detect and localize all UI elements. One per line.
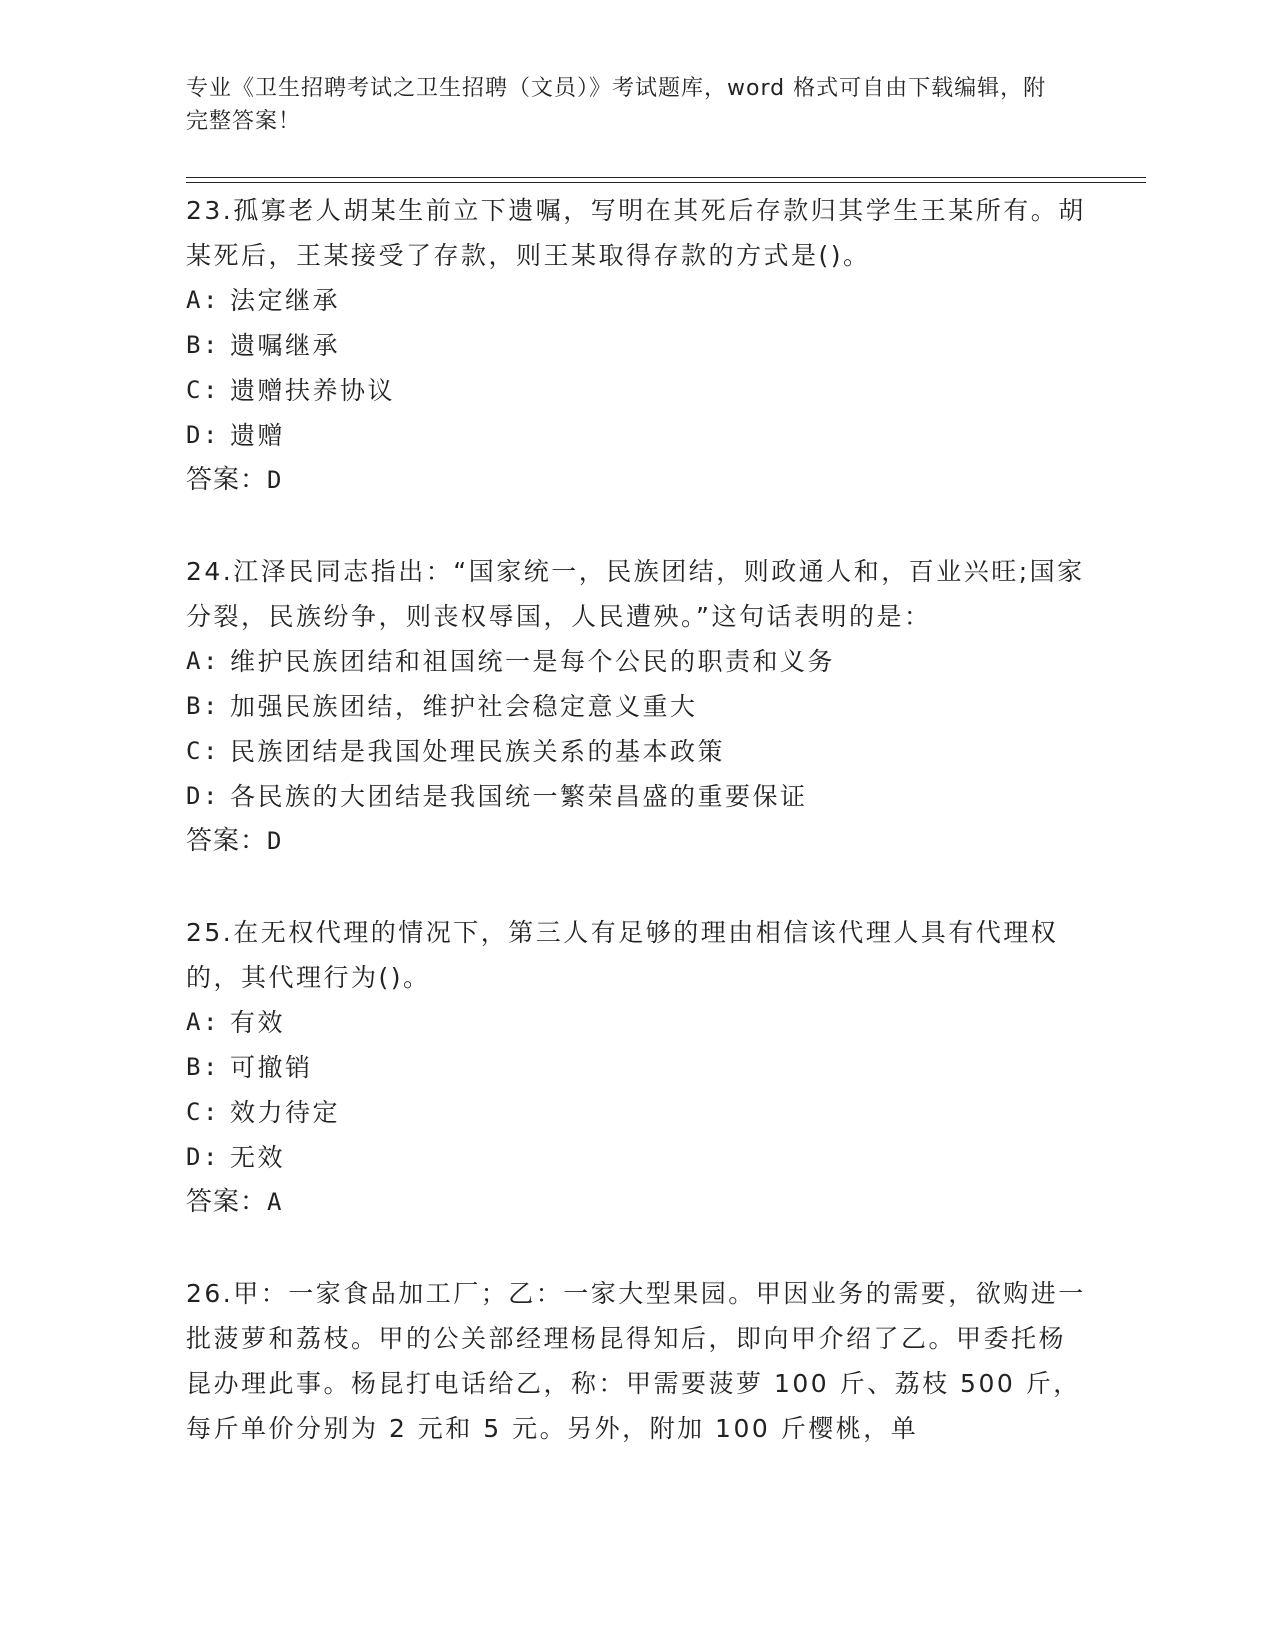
option-text: 法定继承 [230,286,341,315]
option-c [186,368,1086,413]
question-23 [186,188,1086,503]
option-text: 有效 [230,1008,286,1037]
answer-line [186,819,1086,864]
option-text: 维护民族团结和祖国统一是每个公民的职责和义务 [230,647,836,676]
option-text: 加强民族团结，维护社会稳定意义重大 [230,692,698,721]
option-d [186,1135,1086,1180]
option-letter: A: [186,286,220,314]
header-rule-bottom [186,182,1146,183]
option-c [186,1090,1086,1135]
question-25 [186,910,1086,1225]
option-letter: D: [186,421,220,449]
answer-label: 答案： [186,465,268,495]
answer-label: 答案： [186,1187,268,1217]
option-c [186,729,1086,774]
question-26 [186,1271,1086,1451]
option-d [186,413,1086,458]
question-stem: 25.在无权代理的情况下，第三人有足够的理由相信该代理人具有代理权的，其代理行为()。 [186,918,1059,992]
answer-value: D [267,827,283,855]
option-b [186,1045,1086,1090]
question-stem: 23.孤寡老人胡某生前立下遗嘱，写明在其死后存款归其学生王某所有。胡某死后，王某接受了存款，则王某取得存款的方式是()。 [186,196,1086,270]
question-24 [186,549,1086,864]
option-text: 各民族的大团结是我国统一繁荣昌盛的重要保证 [230,782,808,811]
option-a [186,639,1086,684]
option-letter: C: [186,376,220,404]
answer-label: 答案： [186,826,268,856]
option-letter: D: [186,1143,220,1171]
answer-line [186,1180,1086,1225]
question-stem: 24.江泽民同志指出：“国家统一，民族团结，则政通人和，百业兴旺;国家分裂，民族纷争，则丧权辱国，人民遭殃。”这句话表明的是： [186,557,1085,631]
header-rule-top [186,177,1146,178]
option-text: 效力待定 [230,1098,341,1127]
option-text: 遗赠扶养协议 [230,376,396,405]
option-text: 无效 [230,1143,286,1172]
option-d [186,774,1086,819]
option-text: 遗赠 [230,421,286,450]
option-text: 遗嘱继承 [230,331,341,360]
question-list [186,188,1086,1497]
option-letter: B: [186,1053,220,1081]
option-letter: B: [186,692,220,720]
option-a [186,1000,1086,1045]
document-header: 专业《卫生招聘考试之卫生招聘（文员）》考试题库，word 格式可自由下载编辑，附完整答案！ [186,76,1047,134]
option-text: 民族团结是我国处理民族关系的基本政策 [230,737,726,766]
option-letter: A: [186,647,220,675]
option-letter: C: [186,737,220,765]
option-b [186,684,1086,729]
answer-value: D [267,466,283,494]
option-letter: D: [186,782,220,810]
option-a [186,278,1086,323]
option-text: 可撤销 [230,1053,313,1082]
option-letter: B: [186,331,220,359]
question-stem: 26.甲：一家食品加工厂；乙：一家大型果园。甲因业务的需要，欲购进一批菠萝和荔枝。甲的公关部经理杨昆得知后，即向甲介绍了乙。甲委托杨昆办理此事。杨昆打电话给乙，称：甲需要菠萝 100 斤、荔枝 500 斤，每斤单价分别为 2 元和 5 元。另外，附加 100 斤樱桃，单 [186,1279,1086,1443]
option-letter: C: [186,1098,220,1126]
option-b [186,323,1086,368]
answer-value: A [267,1188,283,1216]
answer-line [186,458,1086,503]
option-letter: A: [186,1008,220,1036]
